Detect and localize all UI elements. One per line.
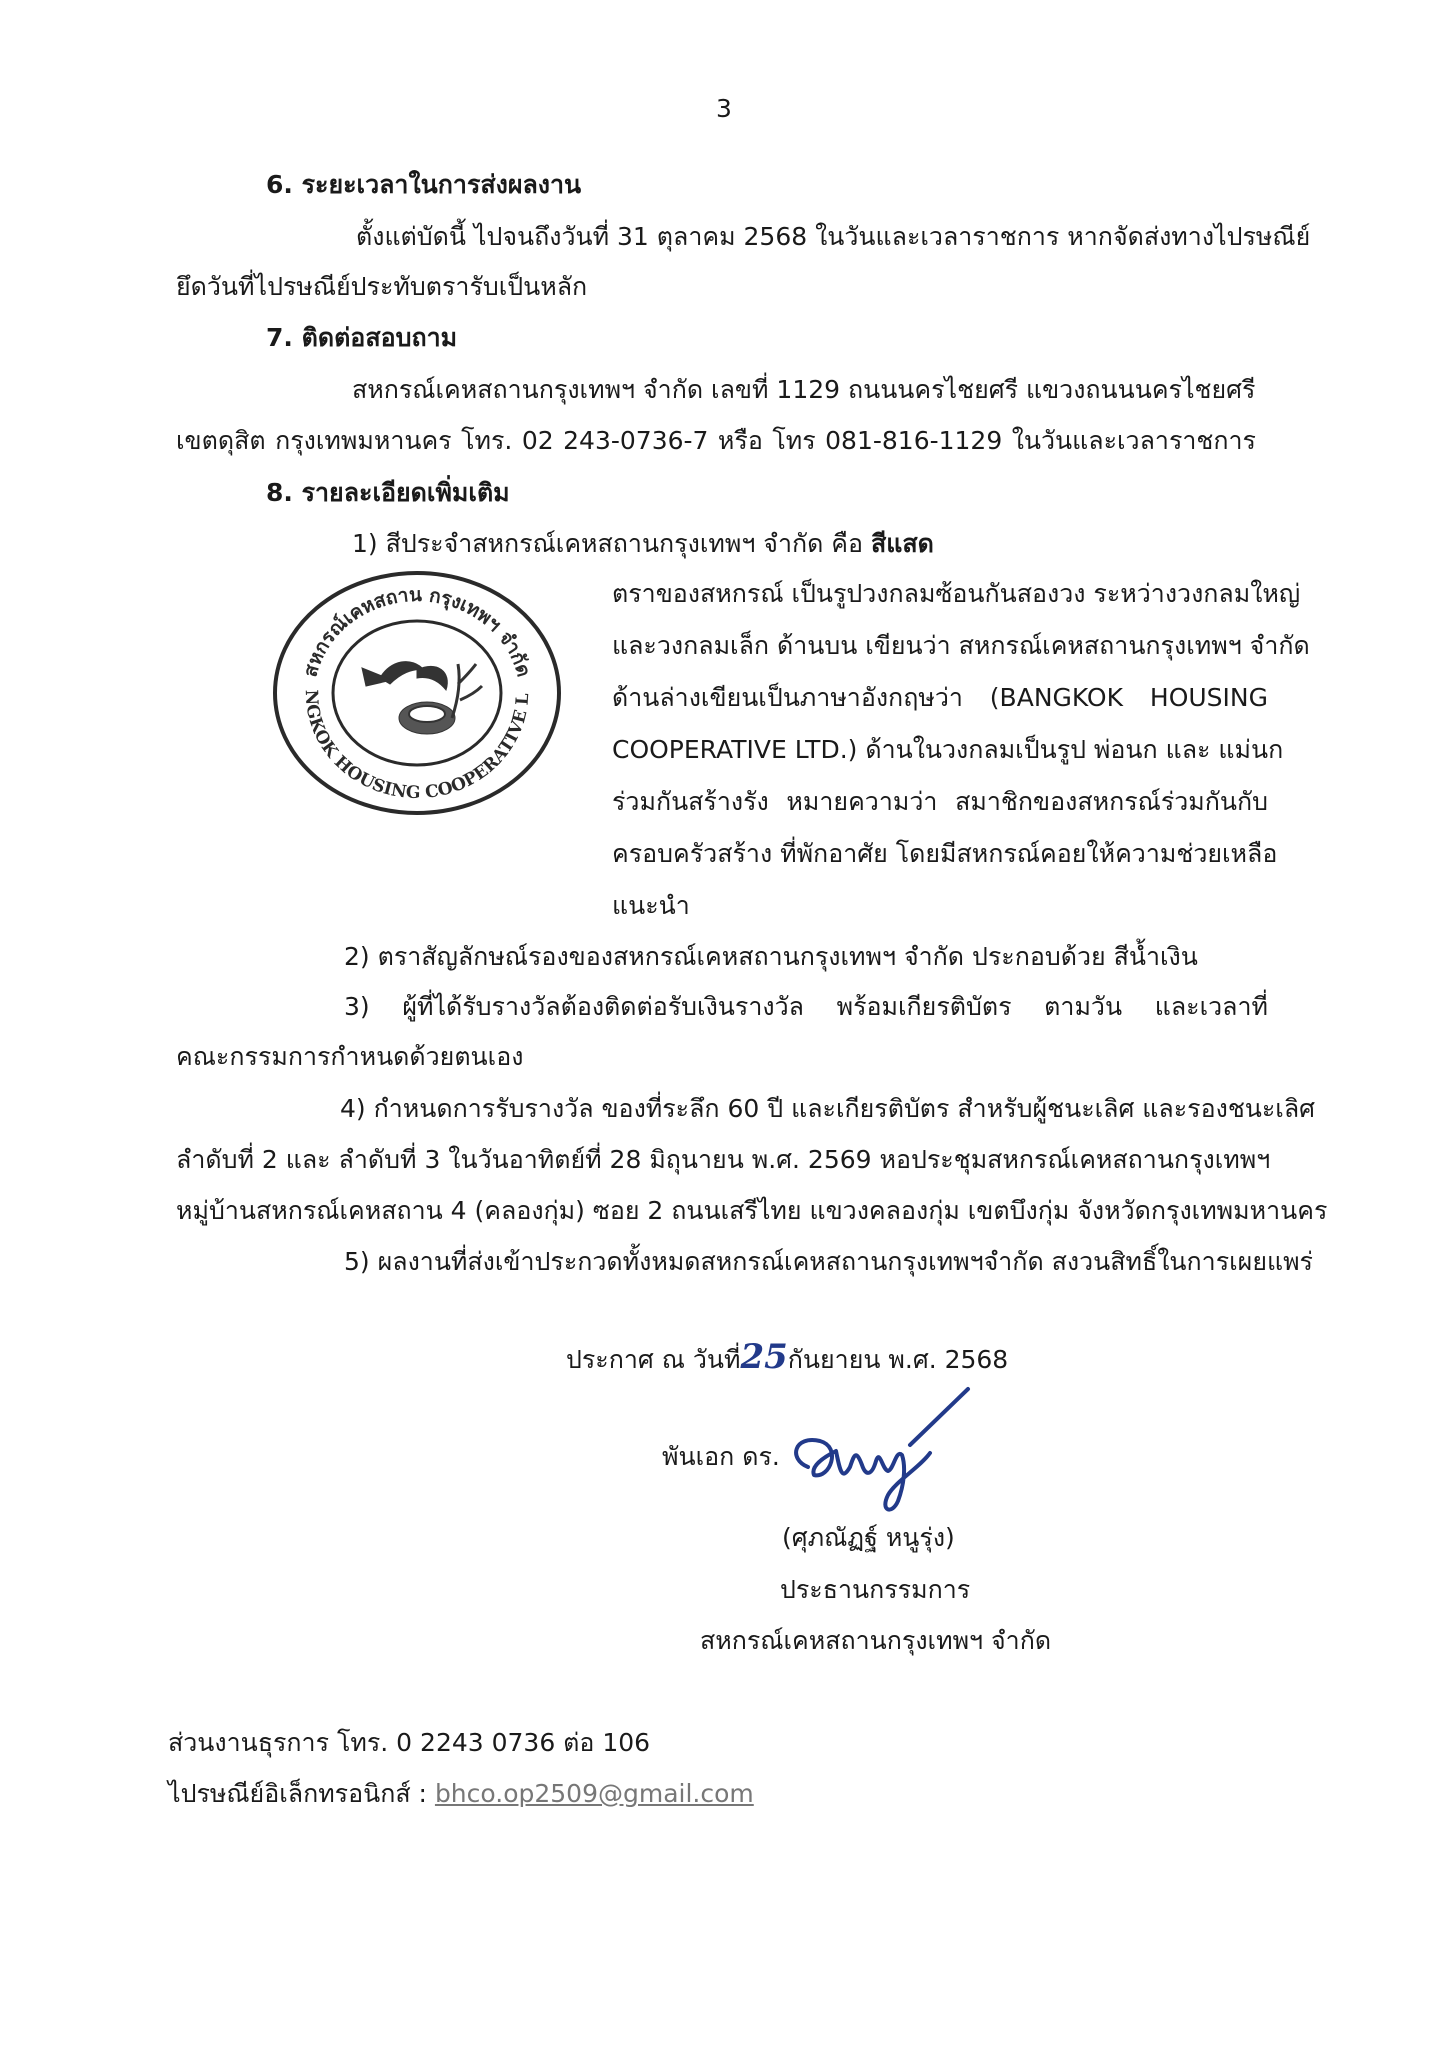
footer-email bbox=[168, 1777, 754, 1811]
announcement-prefix: ประกาศ ณ วันที่ bbox=[566, 1345, 741, 1374]
section-8-item-5: 5) ผลงานที่ส่งเข้าประกวดทั้งหมดสหกรณ์เคหสถานกรุงเทพฯจำกัด สงวนสิทธิ์ในการเผยแพร่ bbox=[344, 1247, 1313, 1276]
section-7-text-line-1: สหกรณ์เคหสถานกรุงเทพฯ จำกัด เลขที่ 1129 ถนนนครไชยศรี แขวงถนนนครไชยศรี bbox=[352, 375, 1256, 404]
announcement-day-handwritten: 25 bbox=[740, 1337, 788, 1377]
section-8-item-3-line-1: 3) ผู้ที่ได้รับรางวัลต้องติดต่อรับเงินรางวัล พร้อมเกียรติบัตร ตามวัน และเวลาที่ bbox=[344, 992, 1268, 1021]
signer-organization: สหกรณ์เคหสถานกรุงเทพฯ จำกัด bbox=[700, 1626, 1052, 1655]
announcement-date bbox=[566, 1337, 1009, 1377]
section-8-item-4-line-3: หมู่บ้านสหกรณ์เคหสถาน 4 (คลองกุ่ม) ซอย 2 ถนนเสรีไทย แขวงคลองกุ่ม เขตบึงกุ่ม จังหวัดกรุงเทพมหานคร bbox=[176, 1196, 1328, 1225]
footer-contact-phone: ส่วนงานธุรการ โทร. 0 2243 0736 ต่อ 106 bbox=[168, 1728, 651, 1757]
seal-description-line-3: ด้านล่างเขียนเป็นภาษาอังกฤษว่า (BANGKOK HOUSING bbox=[612, 683, 1268, 712]
section-8-item-3-line-2: คณะกรรมการกำหนดด้วยตนเอง bbox=[176, 1042, 524, 1071]
seal-description-line-5: ร่วมกันสร้างรัง หมายความว่า สมาชิกของสหกรณ์ร่วมกันกับ bbox=[612, 787, 1268, 816]
seal-description-line-1: ตราของสหกรณ์ เป็นรูปวงกลมซ้อนกันสองวง ระหว่างวงกลมใหญ่ bbox=[612, 579, 1301, 608]
item-1-label: 1) สีประจำสหกรณ์เคหสถานกรุงเทพฯ จำกัด คือ bbox=[352, 529, 871, 558]
section-8-item-4-line-1: 4) กำหนดการรับรางวัล ของที่ระลึก 60 ปี และเกียรติบัตร สำหรับผู้ชนะเลิศ และรองชนะเลิศ bbox=[340, 1094, 1316, 1123]
item-1-color: สีแสด bbox=[871, 529, 934, 558]
signature-icon bbox=[780, 1385, 980, 1535]
seal-icon bbox=[262, 568, 572, 818]
section-8-item-1 bbox=[352, 527, 934, 561]
cooperative-seal bbox=[262, 568, 572, 818]
footer-email-label: ไปรษณีย์อิเล็กทรอนิกส์ : bbox=[168, 1779, 435, 1808]
signer-rank: พันเอก ดร. bbox=[662, 1442, 780, 1471]
section-6-text-line-2: ยึดวันที่ไปรษณีย์ประทับตรารับเป็นหลัก bbox=[176, 272, 588, 301]
seal-description-line-4: COOPERATIVE LTD.) ด้านในวงกลมเป็นรูป พ่อนก และ แม่นก bbox=[612, 735, 1284, 764]
seal-description-line-6: ครอบครัวสร้าง ที่พักอาศัย โดยมีสหกรณ์คอยให้ความช่วยเหลือ bbox=[612, 839, 1278, 868]
section-7-text-line-2: เขตดุสิต กรุงเทพมหานคร โทร. 02 243-0736-7 หรือ โทร 081-816-1129 ในวันและเวลาราชการ bbox=[176, 426, 1256, 455]
seal-description-line-7: แนะนำ bbox=[612, 891, 690, 920]
signer-position: ประธานกรรมการ bbox=[780, 1575, 971, 1604]
section-8-heading: 8. รายละเอียดเพิ่มเติม bbox=[266, 478, 510, 507]
email-link[interactable]: bhco.op2509@gmail.com bbox=[434, 1779, 754, 1808]
bird-nest-icon bbox=[362, 662, 482, 734]
section-6-text-line-1: ตั้งแต่บัดนี้ ไปจนถึงวันที่ 31 ตุลาคม 2568 ในวันและเวลาราชการ หากจัดส่งทางไปรษณีย์ bbox=[356, 222, 1311, 251]
announcement-suffix: กันยายน พ.ศ. 2568 bbox=[787, 1345, 1009, 1374]
section-7-heading: 7. ติดต่อสอบถาม bbox=[266, 323, 458, 352]
page-number: 3 bbox=[716, 94, 732, 123]
signer-name: (ศุภณัฏฐ์ หนูรุ่ง) bbox=[782, 1523, 955, 1552]
seal-description-line-2: และวงกลมเล็ก ด้านบน เขียนว่า สหกรณ์เคหสถานกรุงเทพฯ จำกัด bbox=[612, 631, 1310, 660]
section-8-item-2: 2) ตราสัญลักษณ์รองของสหกรณ์เคหสถานกรุงเทพฯ จำกัด ประกอบด้วย สีน้ำเงิน bbox=[344, 942, 1198, 971]
seal-top-text: สหกรณ์เคหสถาน กรุงเทพฯ จำกัด bbox=[299, 583, 535, 680]
section-6-heading: 6. ระยะเวลาในการส่งผลงาน bbox=[266, 170, 582, 199]
seal-bottom-text: NGKOK HOUSING COOPERATIVE L bbox=[300, 689, 534, 804]
section-8-item-4-line-2: ลำดับที่ 2 และ ลำดับที่ 3 ในวันอาทิตย์ที่ 28 มิถุนายน พ.ศ. 2569 หอประชุมสหกรณ์เคหสถานกรุงเทพฯ bbox=[176, 1145, 1271, 1174]
